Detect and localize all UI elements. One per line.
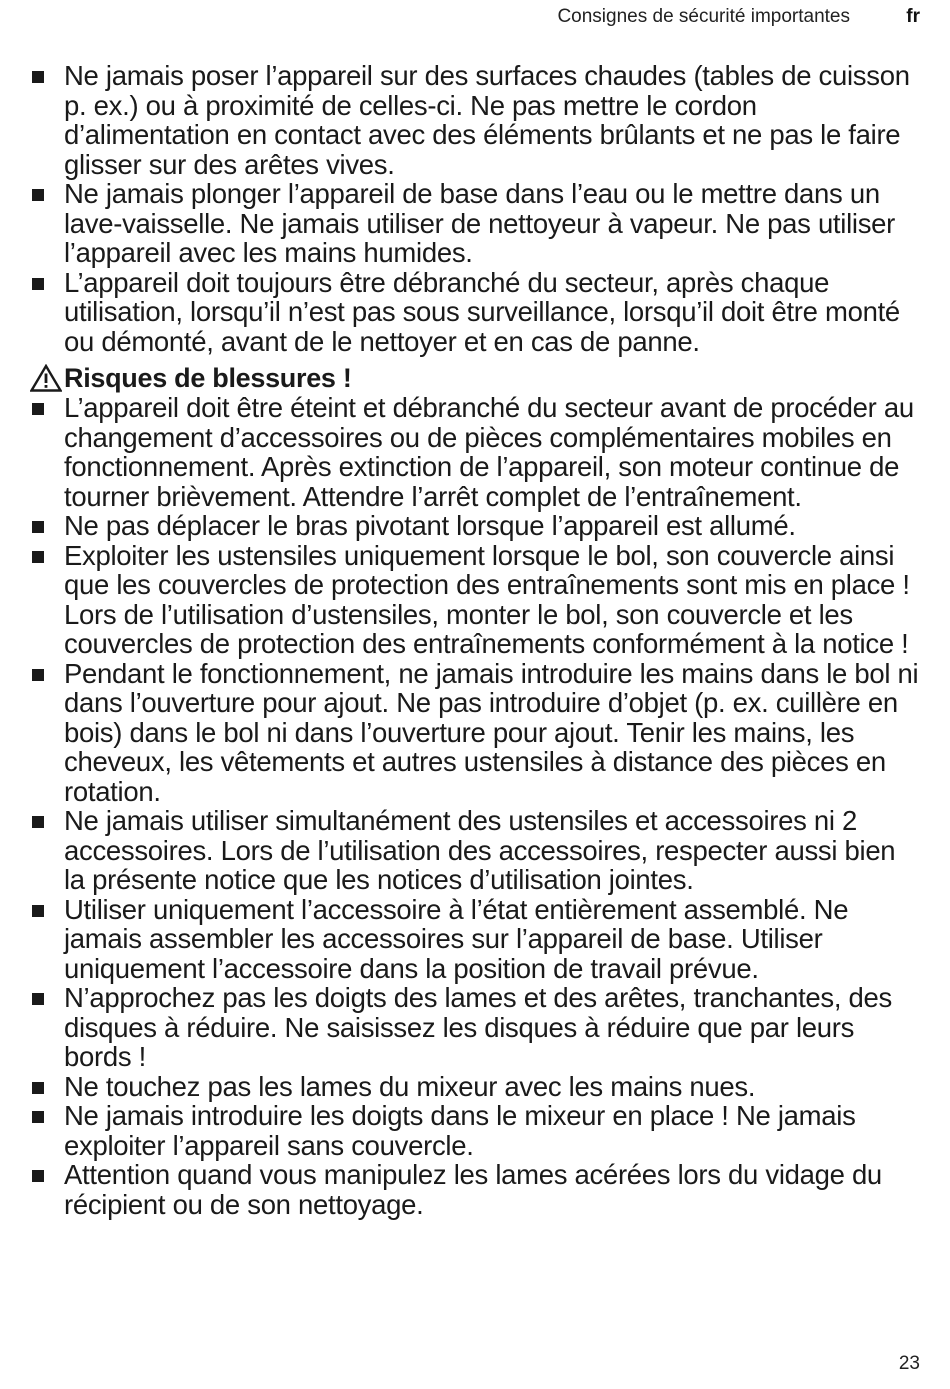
list-item bbox=[30, 511, 920, 541]
page-number: 23 bbox=[898, 1353, 920, 1374]
bullet-square-icon bbox=[32, 669, 44, 681]
list-item bbox=[30, 179, 920, 268]
bullet-square-icon bbox=[32, 403, 44, 415]
page-header bbox=[0, 6, 950, 30]
list-item-text: Ne jamais utiliser simultanément des ustensiles et accessoires ni 2 accessoires. Lors de l’utilisation des accessoires, respecter aussi bien la présente notice que les notices d’utilisation jointes. bbox=[64, 805, 896, 895]
list-item bbox=[30, 1160, 920, 1219]
list-item-text: Ne jamais plonger l’appareil de base dans l’eau ou le mettre dans un lave-vaisselle. Ne jamais utiliser de nettoyeur à vapeur. Ne pas utiliser l’appareil avec les mains humides. bbox=[64, 178, 896, 268]
bullet-square-icon bbox=[32, 278, 44, 290]
list-item-text: Exploiter les ustensiles uniquement lorsque le bol, son couvercle ainsi que les couvercles de protection des entraînements sont mis en place ! Lors de l’utilisation d’ustensiles, monter le bol, son couvercle et les couvercles de protection des entraînements conformément à la notice ! bbox=[64, 539, 910, 659]
warning-triangle-icon bbox=[30, 364, 62, 392]
list-item-text: Ne pas déplacer le bras pivotant lorsque l’appareil est allumé. bbox=[64, 510, 796, 541]
list-item bbox=[30, 1101, 920, 1160]
list-item-text: L’appareil doit toujours être débranché du secteur, après chaque utilisation, lorsqu’il n’est pas sous surveillance, lorsqu’il doit être monté ou démonté, avant de le nettoyer et en cas de panne. bbox=[64, 266, 900, 357]
bullet-square-icon bbox=[32, 1082, 44, 1094]
language-code: fr bbox=[906, 6, 920, 27]
bullet-square-icon bbox=[32, 71, 44, 83]
list-item bbox=[30, 268, 920, 357]
list-item-text: Ne jamais poser l’appareil sur des surfaces chaudes (tables de cuisson p. ex.) ou à proximité de celles-ci. Ne pas mettre le cordon d’alimentation en contact avec des éléments brûlants et ne pas le faire glisser sur des arêtes vives. bbox=[64, 60, 910, 180]
list-item bbox=[30, 61, 920, 179]
list-item bbox=[30, 806, 920, 895]
list-item-text: N’approchez pas les doigts des lames et des arêtes, tranchantes, des disques à réduire. Ne saisissez les disques à réduire que par leurs bords ! bbox=[64, 982, 892, 1072]
list-item-text: Attention quand vous manipulez les lames acérées lors du vidage du récipient ou de son nettoyage. bbox=[64, 1159, 882, 1220]
list-item bbox=[30, 393, 920, 511]
bullet-square-icon bbox=[32, 189, 44, 201]
list-item-text: Utiliser uniquement l’accessoire à l’état entièrement assemblé. Ne jamais assembler les accessoires sur l’appareil de base. Utiliser uniquement l’accessoire dans la position de travail prévue. bbox=[64, 893, 849, 984]
bullet-square-icon bbox=[32, 905, 44, 917]
section-heading-text: Risques de blessures ! bbox=[64, 363, 352, 393]
bullet-square-icon bbox=[32, 521, 44, 533]
list-item bbox=[30, 983, 920, 1072]
list-item-text: Pendant le fonctionnement, ne jamais introduire les mains dans le bol ni dans l’ouverture pour ajout. Ne pas introduire d’objet (p. ex. cuillère en bois) dans le bol ni dans l’ouverture pour ajout. Tenir les mains, les cheveux, les vêtements et autres ustensiles à distance des pièces en rotation. bbox=[64, 657, 919, 807]
list-item-text: L’appareil doit être éteint et débranché du secteur avant de procéder au changement d’accessoires ou de pièces complémentaires mobiles en fonctionnement. Après extinction de l’appareil, son moteur continue de tourner brièvement. Attendre l’arrêt complet de l’entraînement. bbox=[64, 392, 914, 512]
list-item bbox=[30, 541, 920, 659]
bullet-square-icon bbox=[32, 1170, 44, 1182]
bullet-square-icon bbox=[32, 1111, 44, 1123]
list-item-text: Ne jamais introduire les doigts dans le mixeur en place ! Ne jamais exploiter l’appareil sans couvercle. bbox=[64, 1100, 856, 1161]
bullet-square-icon bbox=[32, 816, 44, 828]
list-item-text: Ne touchez pas les lames du mixeur avec les mains nues. bbox=[64, 1070, 756, 1102]
bullet-square-icon bbox=[32, 551, 44, 563]
list-item bbox=[30, 895, 920, 984]
header-title: Consignes de sécurité importantes bbox=[557, 6, 850, 27]
section-heading bbox=[30, 363, 920, 393]
bullet-square-icon bbox=[32, 993, 44, 1005]
list-item bbox=[30, 659, 920, 807]
safety-instructions bbox=[30, 61, 920, 1219]
list-item bbox=[30, 1072, 920, 1102]
